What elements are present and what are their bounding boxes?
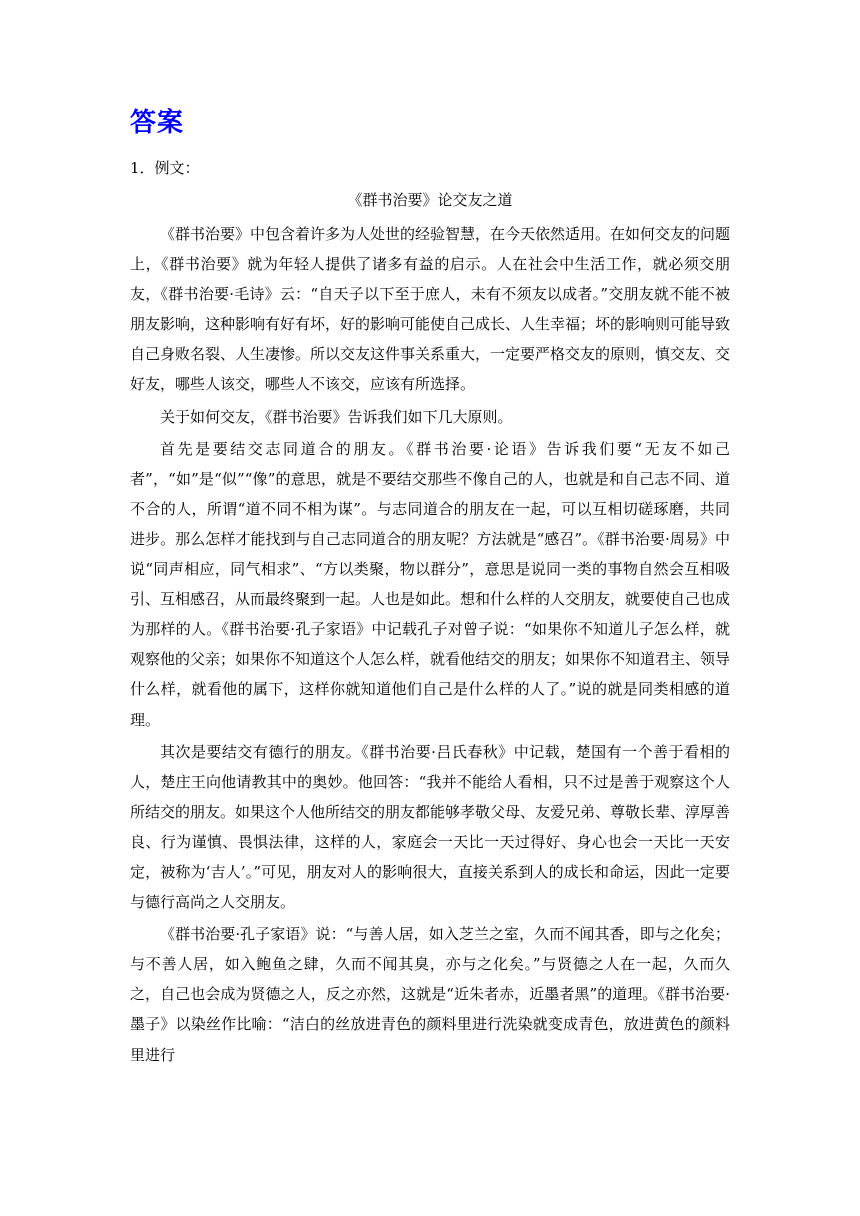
- answer-heading: 答案: [130, 108, 185, 138]
- paragraph-second-principle: 其次是要结交有德行的朋友。《群书治要·吕氏春秋》中记载，楚国有一个善于看相的人，楚庄王向他请教其中的奥妙。他回答：“我并不能给人看相，只不过是善于观察这个人所结交的朋友。如果这个人他所结交的朋友都能够孝敬父母、友爱兄弟、尊敬长辈、淳厚善良、行为谨慎、畏惧法律，这样的人，家庭会一天比一天过得好、身心也会一天比一天安定，被称为‘吉人’。”可见，朋友对人的影响很大，直接关系到人的成长和命运，因此一定要与德行高尚之人交朋友。: [130, 742, 731, 912]
- essay-body: [130, 219, 730, 1072]
- paragraph-influence: 《群书治要·孔子家语》说：“与善人居，如入芝兰之室，久而不闻其香，即与之化矣；与不善人居，如入鲍鱼之肆，久而不闻其臭，亦与之化矣。”与贤德之人在一起，久而久之，自己也会成为贤德之人，反之亦然，这就是“近朱者赤，近墨者黑”的道理。《群书治要·墨子》以染丝作比喻：“洁白的丝放进青色的颜料里进行洗染就变成青色，放进黄色的颜料里进行: [130, 925, 730, 1064]
- paragraph-first-principle: 首先是要结交志同道合的朋友。《群书治要·论语》告诉我们要“无友不如己者”，“如”是“似”“像”的意思，就是不要结交那些不像自己的人，也就是和自己志不同、道不合的人，所谓“道不同不相为谋”。与志同道合的朋友在一起，可以互相切磋琢磨，共同进步。那么怎样才能找到与自己志同道合的朋友呢？方法就是“感召”。《群书治要·周易》中说“同声相应，同气相求”、“方以类聚，物以群分”，意思是说同一类的事物自然会互相吸引、互相感召，从而最终聚到一起。人也是如此。想和什么样的人交朋友，就要使自己也成为那样的人。《群书治要·孔子家语》中记载孔子对曾子说：“如果你不知道儿子怎么样，就观察他的父亲；如果你不知道这个人怎么样，就看他结交的朋友；如果你不知道君主、领导什么样，就看他的属下，这样你就知道他们自己是什么样的人了。”说的就是同类相感的道理。: [130, 439, 731, 729]
- paragraph-principles: 关于如何交友，《群书治要》告诉我们如下几大原则。: [160, 407, 513, 426]
- question-number: 1．例文：: [130, 159, 200, 177]
- essay-title: 《群书治要》论交友之道: [347, 191, 513, 209]
- paragraph-intro: 《群书治要》中包含着许多为人处世的经验智慧，在今天依然适用。在如何交友的问题上，《群书治要》就为年轻人提供了诸多有益的启示。人在社会中生活工作，就必须交朋友，《群书治要·毛诗》云：“自天子以下至于庶人，未有不须友以成者。”交朋友就不能不被朋友影响，这种影响有好有坏，好的影响可能使自己成长、人生幸福；坏的影响则可能导致自己身败名裂、人生凄惨。所以交友这件事关系重大，一定要严格交友的原则，慎交友、交好友，哪些人该交，哪些人不该交，应该有所选择。: [130, 225, 731, 394]
